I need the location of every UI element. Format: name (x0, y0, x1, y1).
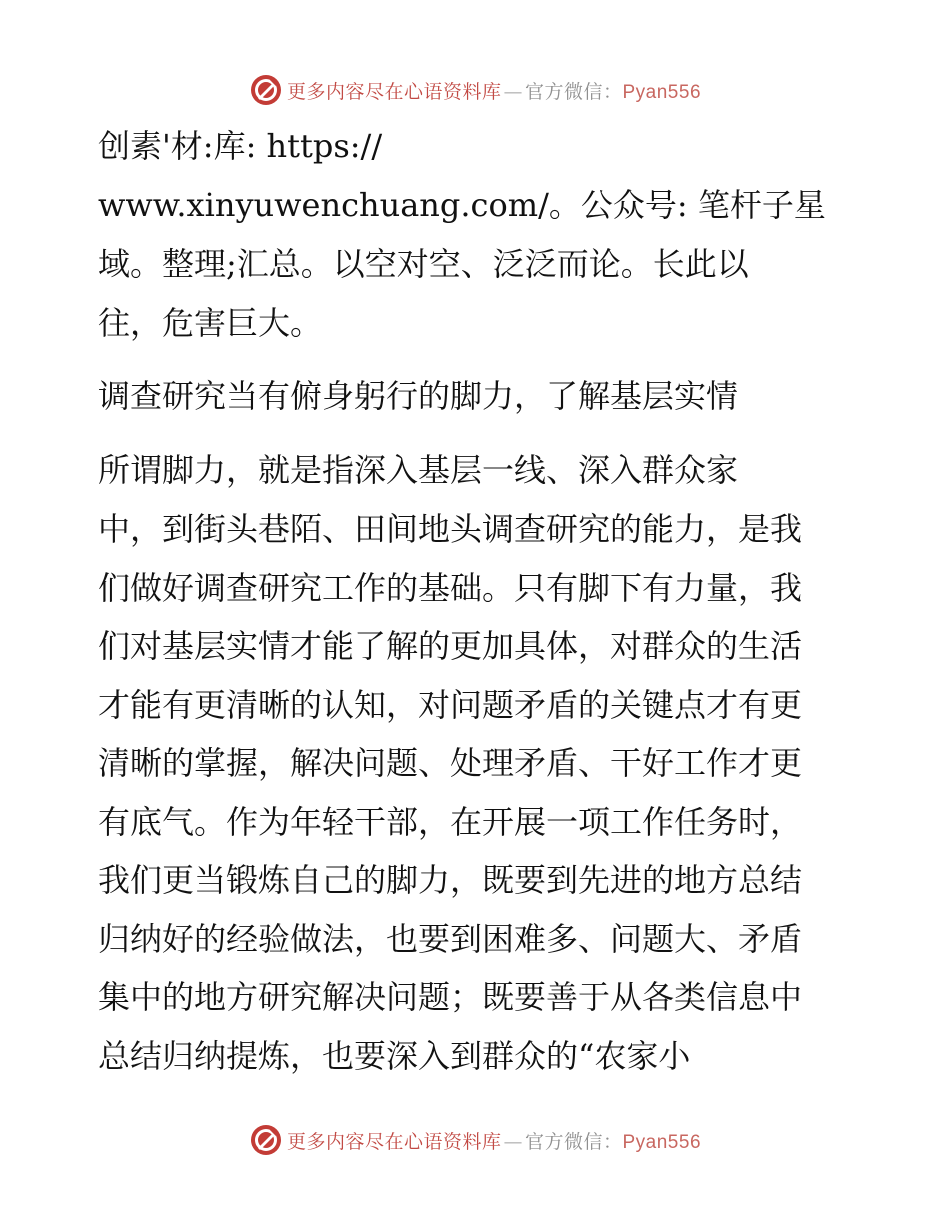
paragraph-line: 我们更当锻炼自己的脚力，既要到先进的地方总结 (98, 861, 803, 899)
paragraph-line: 中，到街头巷陌、田间地头调查研究的能力，是我 (98, 510, 803, 548)
paragraph-line: 所谓脚力，就是指深入基层一线、深入群众家 (98, 451, 739, 489)
paragraph-line: 域。整理;汇总。以空对空、泛泛而论。长此以 (98, 245, 749, 283)
footer-watermark (0, 1122, 950, 1158)
library-logo-icon (249, 1123, 283, 1157)
watermark-slogan: 更多内容尽在心语资料库 (286, 1130, 502, 1153)
paragraph-line: 往，危害巨大。 (98, 304, 323, 342)
paragraph-line: 归纳好的经验做法，也要到困难多、问题大、矛盾 (98, 920, 803, 958)
paragraph-line: 有底气。作为年轻干部，在开展一项工作任务时， (98, 803, 803, 841)
paragraph-line: 清晰的掌握，解决问题、处理矛盾、干好工作才更 (98, 744, 803, 782)
watermark-wechat-id: Pyan556 (622, 81, 702, 103)
paragraph-line: www.xinyuwenchuang.com/。公众号: 笔杆子星 (98, 186, 826, 224)
watermark-wechat-label: 官方微信： (524, 80, 623, 103)
paragraph-line: 集中的地方研究解决问题；既要善于从各类信息中 (98, 978, 803, 1016)
paragraph-line: 创素'材:库: https:// (98, 127, 383, 165)
header-watermark (0, 72, 950, 108)
watermark-dash: — (503, 80, 523, 103)
watermark-text (287, 77, 701, 104)
paragraph-line: 才能有更清晰的认知，对问题矛盾的关键点才有更 (98, 686, 803, 724)
paragraph-line: 们对基层实情才能了解的更加具体，对群众的生活 (98, 627, 803, 665)
library-logo-icon (249, 73, 283, 107)
watermark-slogan: 更多内容尽在心语资料库 (286, 80, 502, 103)
section-heading: 调查研究当有俯身躬行的脚力，了解基层实情 (98, 377, 739, 415)
watermark-wechat-id: Pyan556 (622, 1131, 702, 1153)
watermark-text (287, 1127, 701, 1154)
watermark-wechat-label: 官方微信： (524, 1130, 623, 1153)
watermark-dash: — (503, 1130, 523, 1153)
paragraph-line: 们做好调查研究工作的基础。只有脚下有力量，我 (98, 569, 803, 607)
paragraph-line: 总结归纳提炼，也要深入到群众的“农家小 (98, 1037, 691, 1075)
